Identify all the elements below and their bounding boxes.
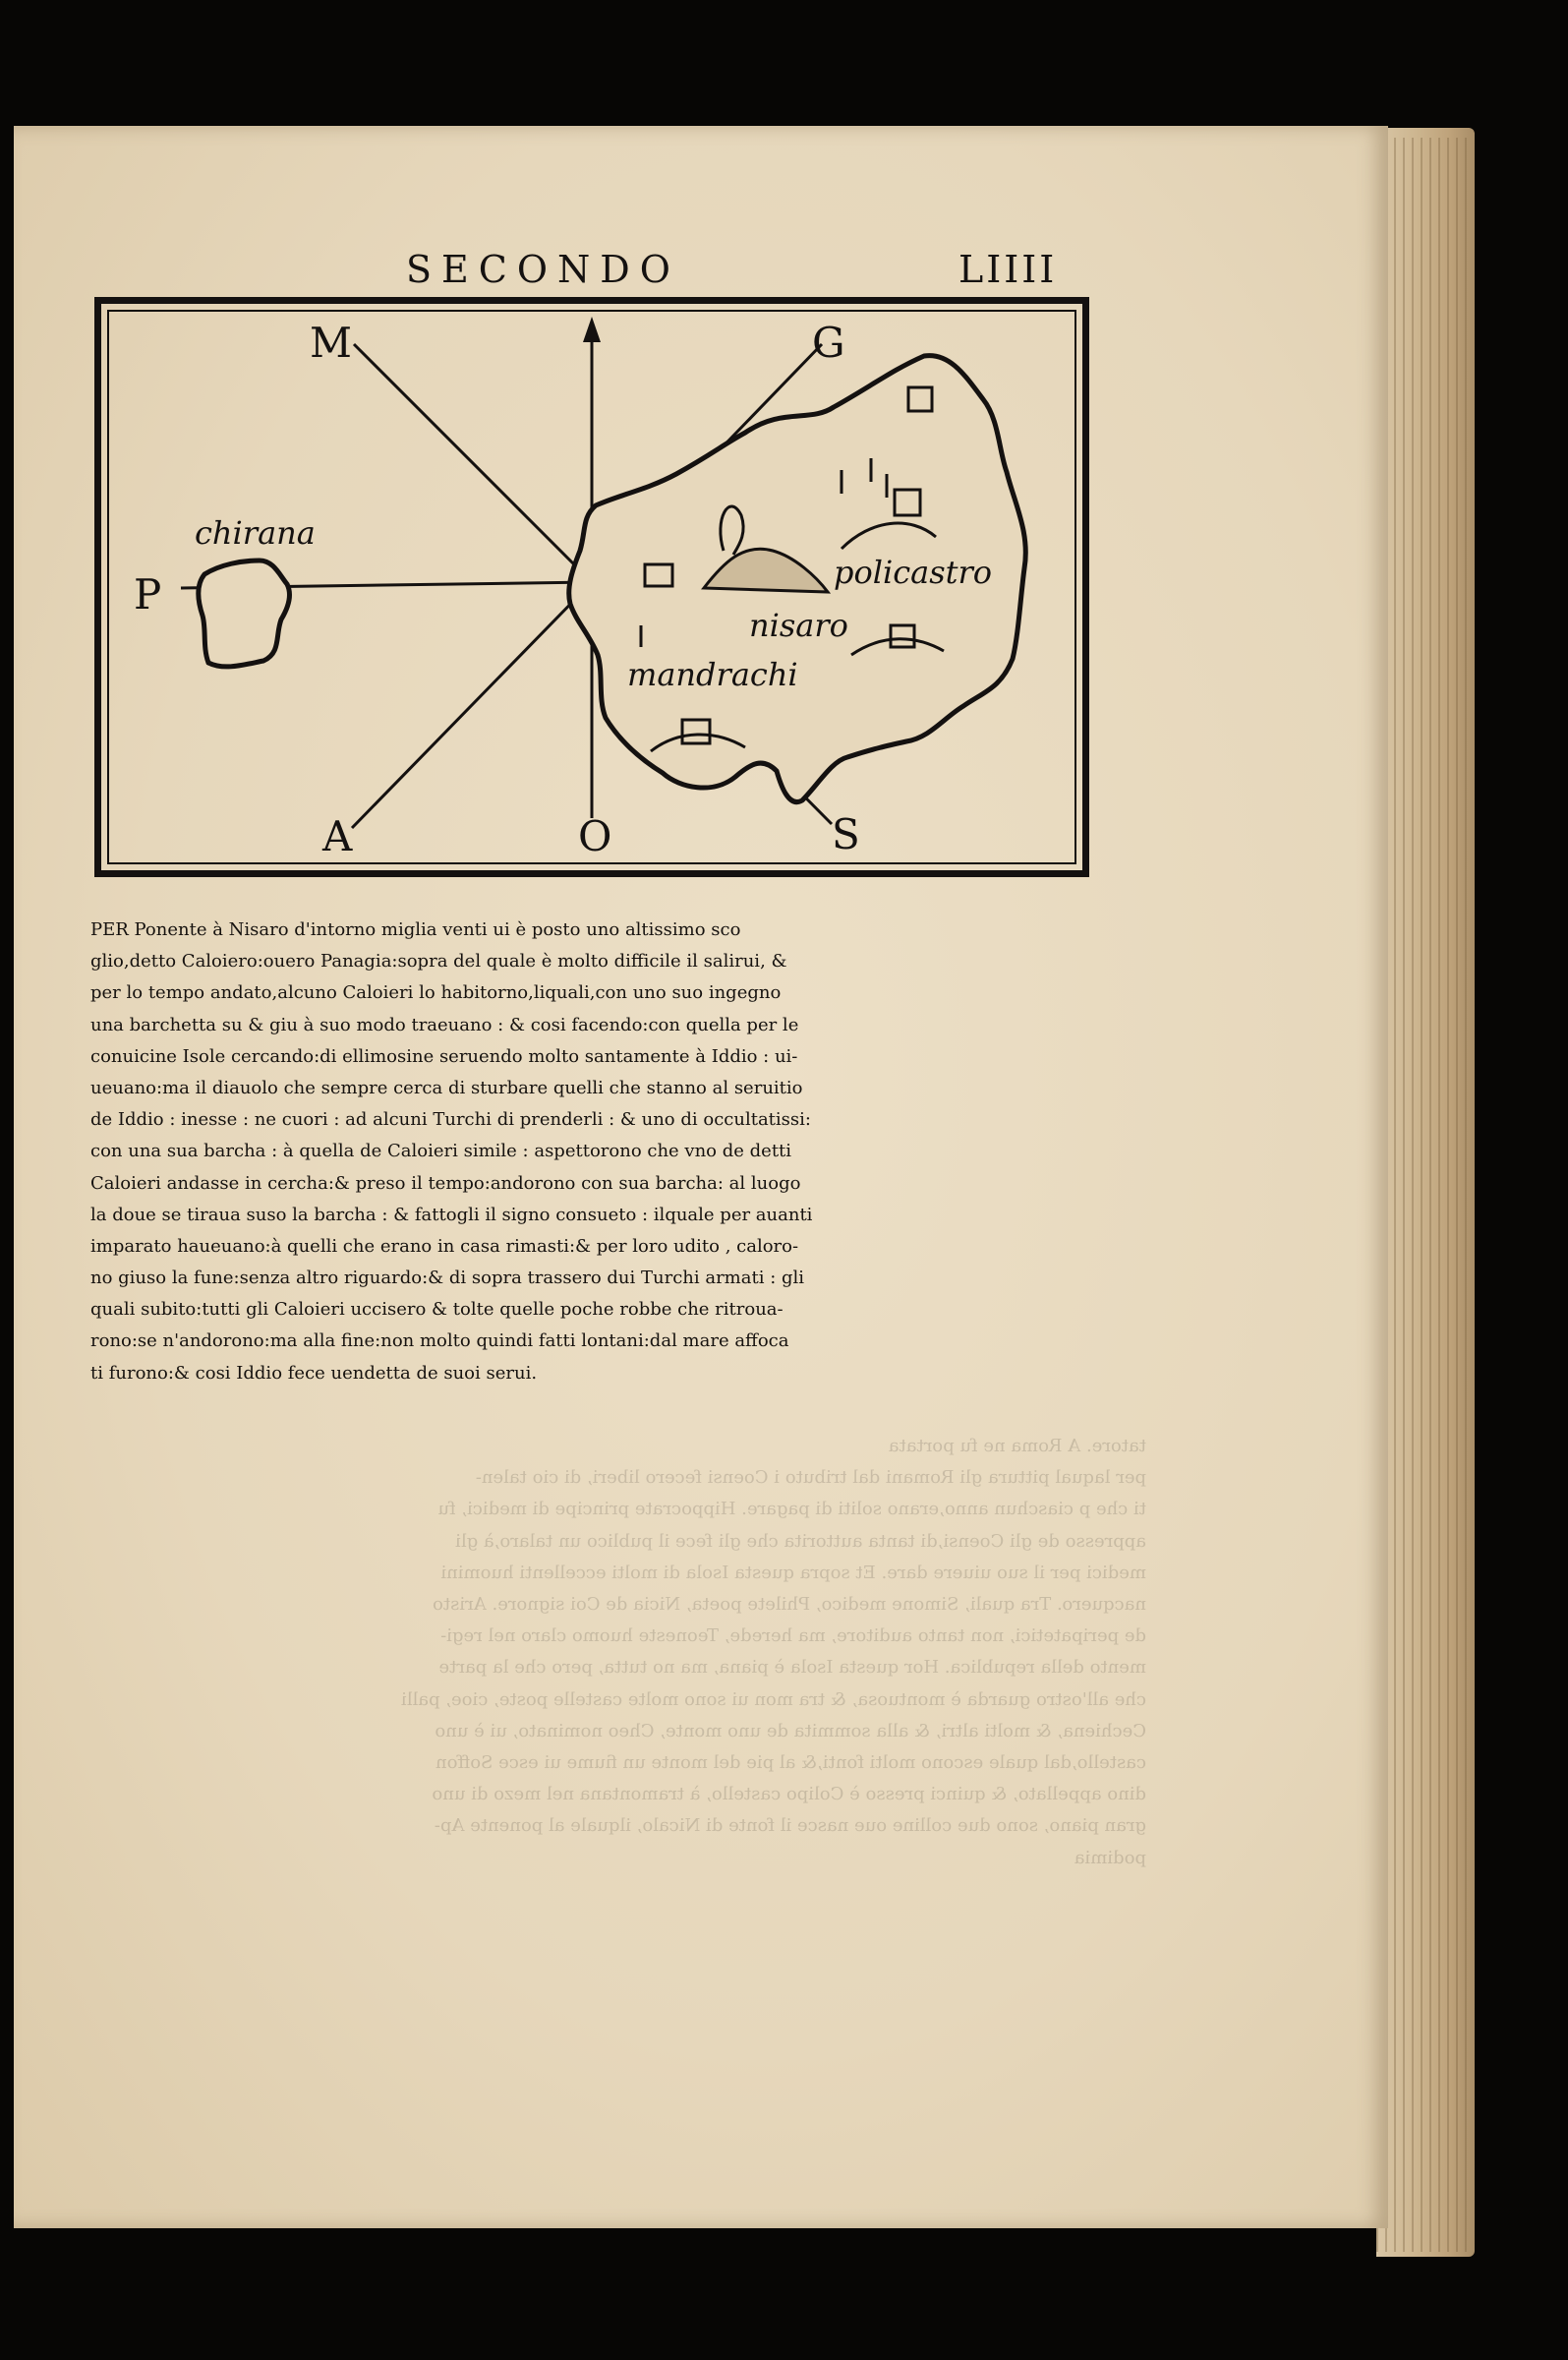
label-mandrachi: mandrachi [627, 656, 798, 693]
text-line: glio,detto Caloiero:ouero Panagia:sopra del quale è molto difficile il salirui, & [90, 951, 787, 973]
folio-number: LIIII [958, 248, 1058, 291]
text-line: Caloieri andasse in cercha:& preso il tempo:andorono con sua barcha: al luogo [90, 1172, 801, 1194]
show-through-line: podimia [1074, 1847, 1146, 1868]
compass-letter-southeast: S [832, 810, 860, 858]
north-arrow [583, 317, 601, 342]
show-through-line: Cechiena, & molti altri, & alla sommita de uno monte, Cheo nominato, ui è uno [435, 1720, 1146, 1741]
show-through-line: mento della republica. Hor questa Isola è piana, ma no tutta, pero che la parte [438, 1657, 1146, 1679]
compass-letter-northeast: G [812, 319, 845, 367]
show-through-text [94, 1431, 1146, 1874]
show-through-line: de peripatetici, non tanto auditore, ma herede, Teoneste huomo claro nel regi- [440, 1625, 1146, 1647]
compass-letter-northwest: M [310, 319, 353, 367]
text-line: PER Ponente à Nisaro d'intorno miglia venti ui è posto uno altissimo sco [90, 919, 741, 940]
show-through-line: appresso de gli Coensi,di tanta auttorita che gli fece il publico un talaro,à gli [455, 1530, 1146, 1552]
compass-letter-south: O [578, 812, 612, 860]
text-line: con una sua barcha : à quella de Caloieri simile : aspettorono che vno de detti [90, 1141, 792, 1162]
chirana-island [199, 560, 290, 667]
text-line: no giuso la fune:senza altro riguardo:& di sopra trassero dui Turchi armati : gli [90, 1268, 805, 1289]
show-through-line: tatore. A Roma ne fu portata [888, 1436, 1146, 1456]
running-header-title: SECONDO [406, 248, 680, 291]
show-through-line: medici per il suo uiuere dare. Et sopra questa Isola di molti eccellenti huomini [440, 1562, 1146, 1583]
rhumb-line-southwest [352, 582, 592, 828]
body-text [90, 914, 1142, 1389]
text-line: ti furono:& cosi Iddio fece uendetta de suoi serui. [90, 1362, 538, 1384]
compass-letter-west: P [134, 570, 162, 619]
label-policastro: policastro [834, 554, 993, 591]
text-line: per lo tempo andato,alcuno Caloieri lo habitorno,liquali,con uno suo ingegno [90, 982, 782, 1004]
text-line: quali subito:tutti gli Caloieri uccisero & tolte quelle poche robbe che ritroua- [90, 1299, 784, 1321]
show-through-line: dino appellato, & quinci presso è Colipo castello, à tramontana nel mezo di uno [432, 1784, 1146, 1805]
show-through-line: ti che p ciaschun anno,erano soliti di pagare. Hippocrate principe di medici, fu [437, 1499, 1146, 1520]
text-line: una barchetta su & giu à suo modo traeuano : & cosi facendo:con quella per le [90, 1014, 799, 1035]
text-line: imparato haueuano:à quelli che erano in casa rimasti:& per loro udito , caloro- [90, 1235, 799, 1257]
show-through-line: castello,dal quale escono molti fonti,& al pie del monte un fiume ui esce Soffon [436, 1752, 1146, 1774]
show-through-line: nacquero. Tra quali, Simone medico, Philete poeta, Nicia de Coi signore. Aristo [433, 1594, 1146, 1616]
rhumb-line-northwest [354, 344, 592, 582]
text-line: ueuano:ma il diauolo che sempre cerca di sturbare quelli che stanno al seruitio [90, 1077, 803, 1098]
show-through-line: gran piano, sono due colline oue nasce il fonte di Nicalo, ilquale al ponente Ap- [434, 1815, 1146, 1837]
label-nisaro: nisaro [749, 607, 848, 644]
text-line: la doue se tiraua suso la barcha : & fattogli il signo consueto : ilquale per auanti [90, 1204, 813, 1225]
show-through-line: per laqual pittura gli Romani dal tributo i Coensi fecero liberi, di cio talen- [475, 1467, 1146, 1489]
text-line: rono:se n'andorono:ma alla fine:non molto quindi fatti lontani:dal mare affoca [90, 1330, 789, 1352]
label-chirana: chirana [195, 514, 316, 552]
show-through-line: che all'ostro guarda è montuosa, & tra mon ui sono molte castelle poste, cioe, palli [401, 1688, 1146, 1710]
compass-letter-southwest: A [322, 812, 353, 860]
text-line: de Iddio : inesse : ne cuori : ad alcuni Turchi di prenderli : & uno di occultatissi: [90, 1109, 811, 1131]
page-edge-stripes [1376, 138, 1471, 2252]
text-line: conuicine Isole cercando:di ellimosine seruendo molto santamente à Iddio : ui- [90, 1045, 798, 1067]
